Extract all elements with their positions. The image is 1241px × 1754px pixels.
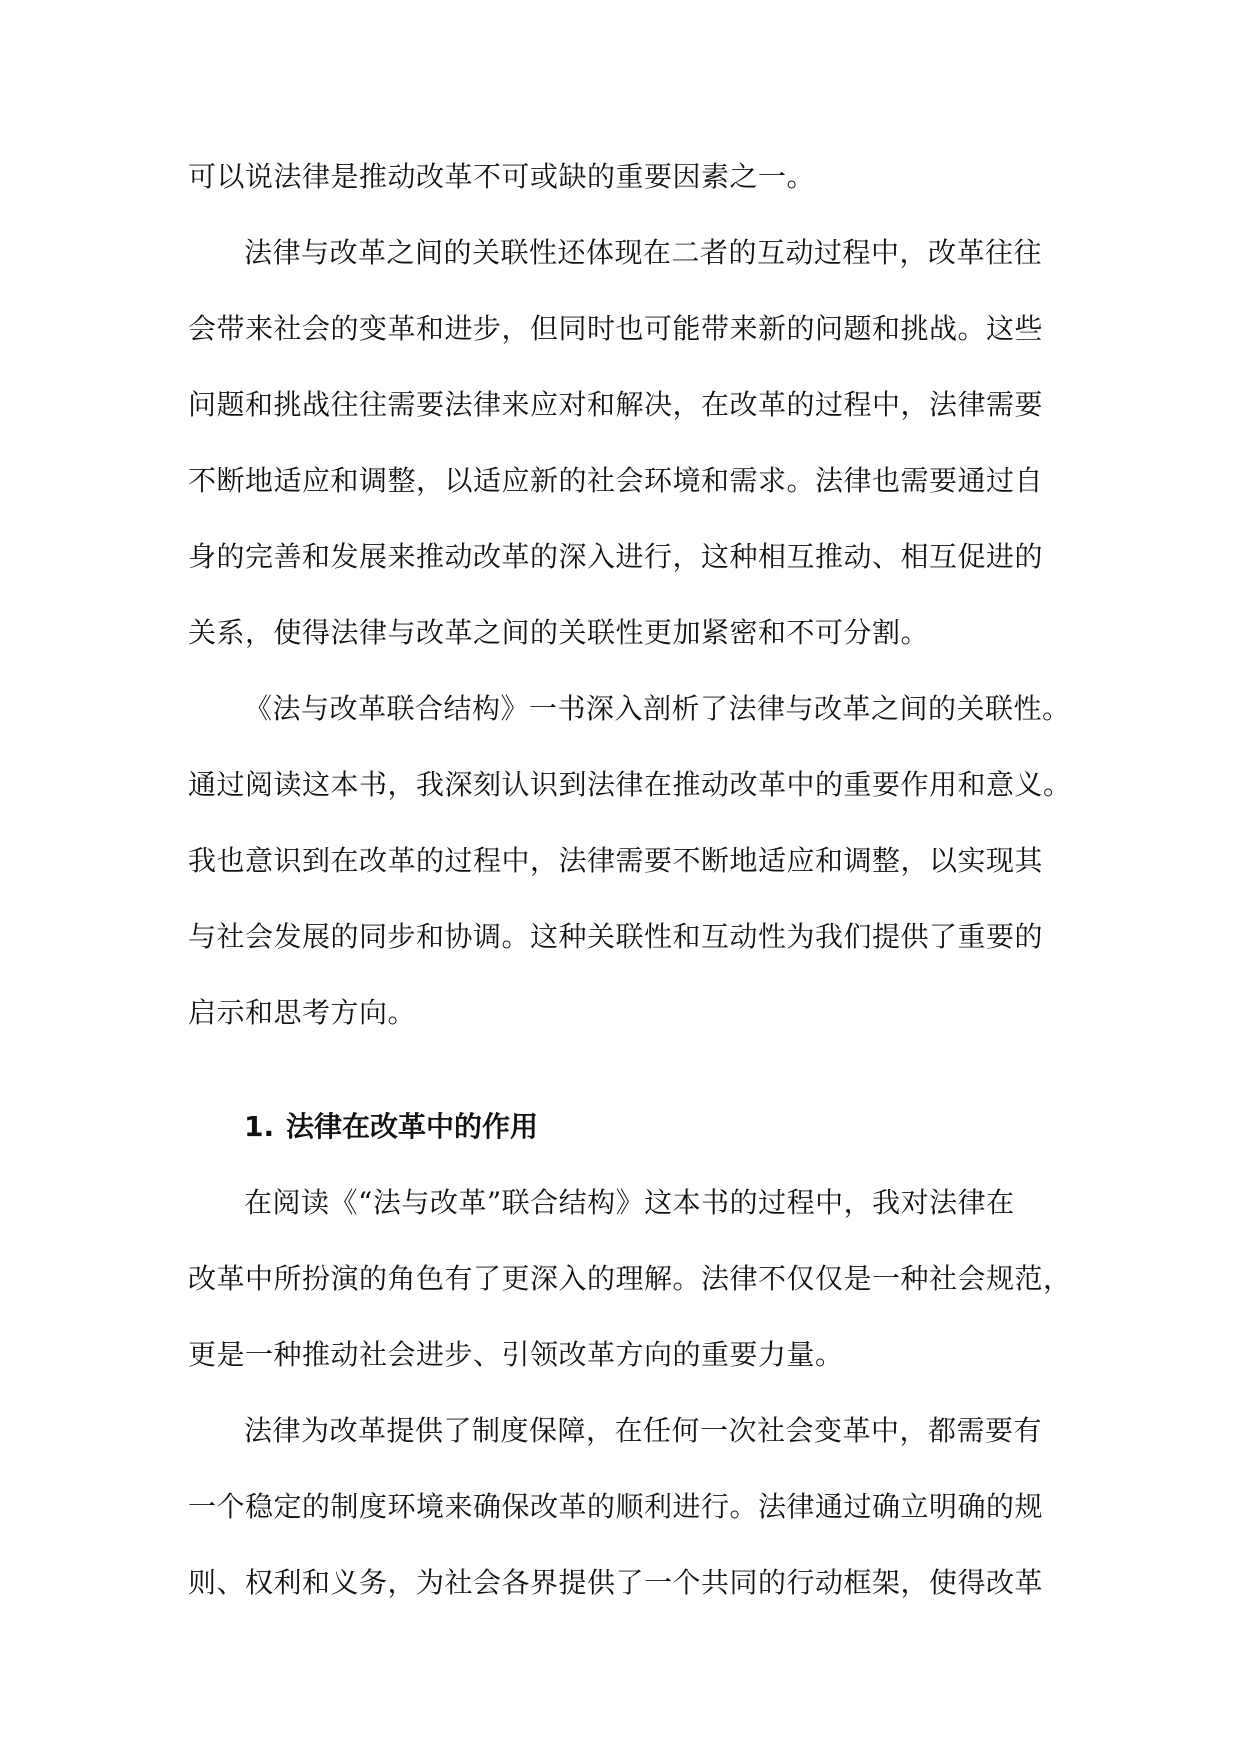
paragraph-line: 我也意识到在改革的过程中，法律需要不断地适应和调整，以实现其 [188,844,1044,877]
section-heading [188,1089,1056,1165]
section-spacer [188,1051,1056,1089]
paragraph-line: 则、权利和义务，为社会各界提供了一个共同的行动框架，使得改革 [188,1566,1044,1599]
paragraph-line: 更是一种推动社会进步、引领改革方向的重要力量。 [188,1338,844,1371]
paragraph-line: 不断地适应和调整，以适应新的社会环境和需求。法律也需要通过自 [188,464,1044,497]
paragraph-line: 会带来社会的变革和进步，但同时也可能带来新的问题和挑战。这些 [188,312,1044,345]
paragraph-line: 法律为改革提供了制度保障，在任何一次社会变革中，都需要有 [244,1414,1043,1447]
paragraph-line: 法律与改革之间的关联性还体现在二者的互动过程中，改革往往 [244,236,1043,269]
paragraph-line: 启示和思考方向。 [188,996,417,1029]
paragraph-line: 与社会发展的同步和协调。这种关联性和互动性为我们提供了重要的 [188,920,1044,953]
document-body [188,139,1072,1621]
paragraph-line: 通过阅读这本书，我深刻认识到法律在推动改革中的重要作用和意义。 [188,768,1072,801]
paragraph-line: 在阅读《“法与改革”联合结构》这本书的过程中，我对法律在 [244,1186,1015,1219]
paragraph-line: 关系，使得法律与改革之间的关联性更加紧密和不可分割。 [188,616,930,649]
section-number: 1. [244,1110,275,1143]
paragraph-line: 可以说法律是推动改革不可或缺的重要因素之一。 [188,160,816,193]
paragraph-line: 问题和挑战往往需要法律来应对和解决，在改革的过程中，法律需要 [188,388,1044,421]
paragraph-line: 一个稳定的制度环境来确保改革的顺利进行。法律通过确立明确的规 [188,1490,1044,1523]
paragraph-line: 《法与改革联合结构》一书深入剖析了法律与改革之间的关联性。 [244,692,1071,725]
section-title: 法律在改革中的作用 [286,1110,539,1143]
paragraph-line: 身的完善和发展来推动改革的深入进行，这种相互推动、相互促进的 [188,540,1044,573]
paragraph-line: 改革中所扮演的角色有了更深入的理解。法律不仅仅是一种社会规范， [188,1262,1072,1295]
